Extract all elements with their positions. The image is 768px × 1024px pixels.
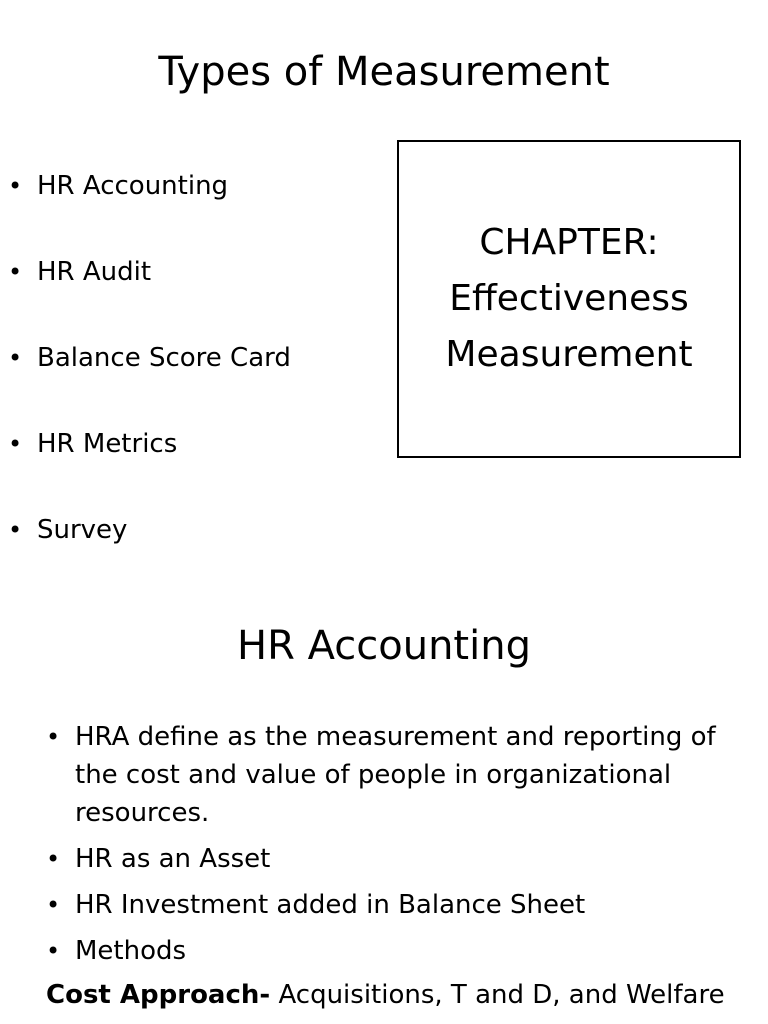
chapter-line: Measurement [445,334,693,375]
hr-accounting-list [46,718,736,978]
chapter-line: CHAPTER: [479,222,659,263]
list-item: • HR Metrics [8,424,291,510]
list-item: • HR Accounting [8,166,291,252]
cost-approach-label: Cost Approach- [46,980,271,1010]
list-item: • HR as an Asset [46,840,736,878]
list-item: • HR Investment added in Balance Sheet [46,886,736,924]
cost-approach-line [46,976,725,1014]
slide-hr-accounting [0,590,768,1024]
list-item: • HRA define as the measurement and reporting of the cost and value of people in organizational resources. [46,718,736,832]
list-item: • Balance Score Card [8,338,291,424]
cost-approach-text: Acquisitions, T and D, and Welfare [270,980,725,1010]
list-item: • Methods [46,932,736,970]
chapter-line: Effectiveness [449,278,689,319]
measurement-types-list [8,166,291,596]
slide-title: Types of Measurement [158,49,610,95]
list-item: • Survey [8,510,291,596]
list-item: • HR Audit [8,252,291,338]
chapter-text [445,215,692,383]
chapter-box [397,140,741,458]
slide-title: HR Accounting [237,623,531,669]
